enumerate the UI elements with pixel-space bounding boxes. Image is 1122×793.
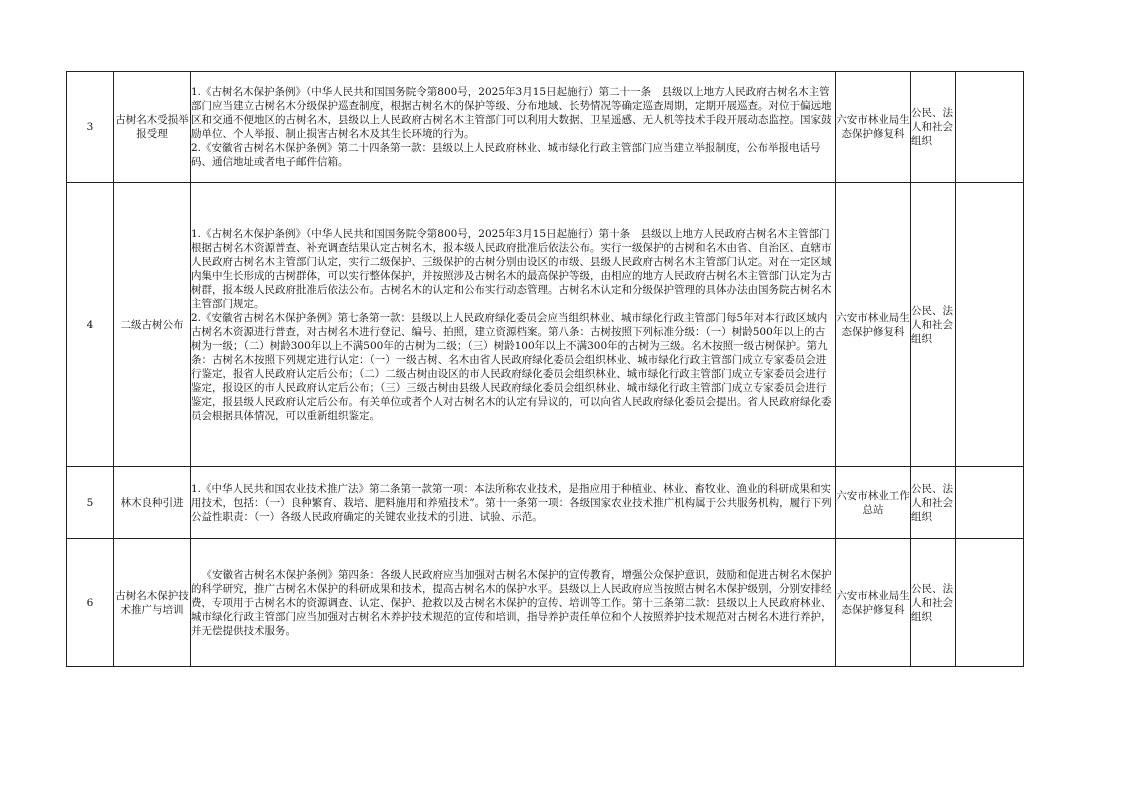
legal-basis	[191, 539, 836, 667]
legal-basis	[191, 467, 836, 539]
service-object: 公民、法人和社会组织	[911, 539, 956, 667]
basis-paragraph: 2.《安徽省古树名木保护条例》第二十四条第一款：县级以上人民政府林业、城市绿化行政主管部门应当建立举报制度，公布举报电话号码、通信地址或者电子邮件信箱。	[191, 142, 821, 168]
legal-basis	[191, 183, 836, 467]
remarks-cell	[956, 183, 1024, 467]
responsible-department: 六安市林业局生态保护修复科	[836, 539, 911, 667]
remarks-cell	[956, 72, 1024, 183]
remarks-cell	[956, 467, 1024, 539]
table-row	[67, 72, 1024, 183]
basis-paragraph: 《安徽省古树名木保护条例》第四条：各级人民政府应当加强对古树名木保护的宣传教育，增强公众保护意识，鼓励和促进古树名木保护的科学研究，推广古树名木保护的科研成果和技术，提高古树名木的保护水平。县级以上人民政府应当按照古树名木保护级别，分别安排经费，专项用于古树名木的资源调查、认定、保护、抢救以及古树名木保护的宣传、培训等工作。第十三条第二款：县级以上人民政府林业、城市绿化行政主管部门应当加强对古树名木养护技术规范的宣传和培训，指导养护责任单位和个人按照养护技术规范对古树名木进行养护，并无偿提供技术服务。	[191, 568, 832, 637]
document-sheet	[66, 71, 1023, 667]
remarks-cell	[956, 539, 1024, 667]
item-name: 古树名木保护技术推广与培训	[114, 539, 191, 667]
row-number: 4	[67, 183, 114, 467]
item-name: 林木良种引进	[114, 467, 191, 539]
basis-paragraph: 1.《中华人民共和国农业技术推广法》第二条第一款第一项：本法所称农业技术，是指应用于种植业、林业、畜牧业、渔业的科研成果和实用技术，包括：（一）良种繁育、栽培、肥料施用和养殖技术”。第十一条第一项：各级国家农业技术推广机构属于公共服务机构，履行下列公益性职责：（一）各级人民政府确定的关键农业技术的引进、试验、示范。	[191, 482, 832, 523]
item-name: 二级古树公布	[114, 183, 191, 467]
basis-paragraph: 1.《古树名木保护条例》（中华人民共和国国务院令第800号，2025年3月15日起施行）第二十一条 县级以上地方人民政府古树名木主管部门应当建立古树名木分级保护巡查制度，根据古树名木的保护等级、分布地域、长势情况等确定巡查周期，定期开展巡查。对位于偏远地区和交通不便地区的古树名木，县级以上人民政府古树名木主管部门可以利用大数据、卫星遥感、无人机等技术手段开展动态监控。国家鼓励单位、个人举报、制止损害古树名木及其生长环境的行为。	[191, 86, 832, 140]
responsible-department: 六安市林业局生态保护修复科	[836, 183, 911, 467]
table-row	[67, 539, 1024, 667]
service-object: 公民、法人和社会组织	[911, 467, 956, 539]
row-number: 6	[67, 539, 114, 667]
item-name: 古树名木受损举报受理	[114, 72, 191, 183]
service-object: 公民、法人和社会组织	[911, 183, 956, 467]
table-row	[67, 467, 1024, 539]
responsible-department: 六安市林业工作总站	[836, 467, 911, 539]
service-object: 公民、法人和社会组织	[911, 72, 956, 183]
service-table	[66, 71, 1024, 667]
legal-basis	[191, 72, 836, 183]
table-row	[67, 183, 1024, 467]
basis-paragraph: 2.《安徽省古树名木保护条例》第七条第一款：县级以上人民政府绿化委员会应当组织林业、城市绿化行政主管部门每5年对本行政区域内古树名木资源进行普查，对古树名木进行登记、编号、拍照，建立资源档案。第八条：古树按照下列标准分级：（一）树龄500年以上的古树为一级；（二）树龄300年以上不满500年的古树为二级；（三）树龄100年以上不满300年的古树为三级。名木按照一级古树保护。第九条：古树名木按照下列规定进行认定：（一）一级古树、名木由省人民政府绿化委员会组织林业、城市绿化行政主管部门成立专家委员会进行鉴定，报省人民政府认定后公布；（二）二级古树由设区的市人民政府绿化委员会组织林业、城市绿化行政主管部门成立专家委员会进行鉴定，报设区的市人民政府认定后公布；（三）三级古树由县级人民政府绿化委员会组织林业、城市绿化行政主管部门成立专家委员会进行鉴定，报县级人民政府认定后公布。有关单位或者个人对古树名木的认定有异议的，可以向省人民政府绿化委员会提出。省人民政府绿化委员会根据具体情况，可以重新组织鉴定。	[191, 311, 832, 422]
basis-paragraph: 1.《古树名木保护条例》（中华人民共和国国务院令第800号，2025年3月15日起施行）第十条 县级以上地方人民政府古树名木主管部门根据古树名木资源普查、补充调查结果认定古树名木，报本级人民政府批准后依法公布。实行一级保护的古树和名木由省、自治区、直辖市人民政府古树名木主管部门认定，实行二级保护、三级保护的古树分别由设区的市级、县级人民政府古树名木主管部门认定。对在一定区域内集中生长形成的古树群体，可以实行整体保护，并按照涉及古树名木的最高保护等级，由相应的地方人民政府古树名木主管部门认定为古树群，报本级人民政府批准后依法公布。古树名木的认定和公布实行动态管理。古树名木认定和分级保护管理的具体办法由国务院古树名木主管部门规定。	[191, 227, 832, 310]
row-number: 3	[67, 72, 114, 183]
row-number: 5	[67, 467, 114, 539]
responsible-department: 六安市林业局生态保护修复科	[836, 72, 911, 183]
